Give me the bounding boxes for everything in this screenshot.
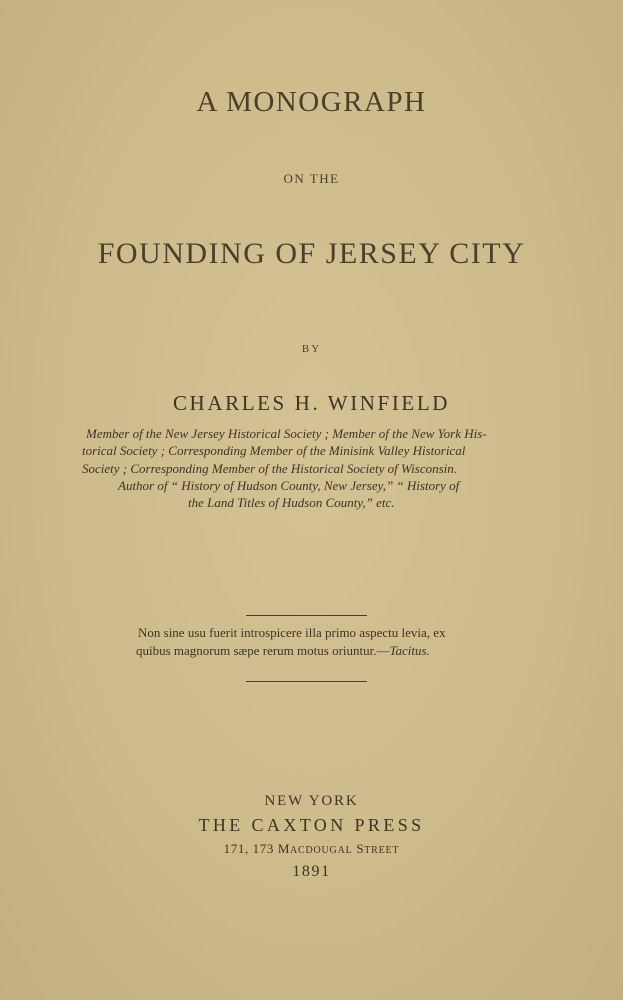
address-street-rest-1: ACDOUGAL [290, 845, 353, 856]
latin-motto [136, 624, 506, 660]
address-street-rest-2: TREET [364, 845, 400, 856]
publisher-address [0, 841, 623, 857]
address-numbers: 171, 173 [223, 841, 274, 856]
address-street-initial-2: S [356, 841, 365, 856]
credentials-line: the Land Titles of Hudson County,” etc. [188, 495, 395, 511]
conjunction-on-the: ON THE [283, 171, 340, 186]
credentials-line: Society ; Corresponding Member of the Historical Society of Wisconsin. [82, 460, 458, 476]
publisher-name: THE CAXTON PRESS [198, 815, 425, 835]
address-street-initial-1: M [277, 841, 290, 856]
title-line-2: FOUNDING OF JERSEY CITY [97, 237, 526, 270]
divider-rule-top [246, 615, 367, 616]
publication-place: NEW YORK [264, 793, 359, 809]
author-credentials [82, 425, 552, 511]
by-label: BY [301, 343, 322, 355]
publication-year: 1891 [292, 863, 331, 880]
credentials-line: torical Society ; Corresponding Member of the Minisink Valley Historical [82, 443, 466, 459]
motto-line-1: Non sine usu fuerit introspicere illa primo aspectu levia, ex [138, 625, 446, 640]
author-name: CHARLES H. WINFIELD [172, 391, 451, 415]
motto-line-2-text: quibus magnorum sæpe rerum motus oriuntur.— [136, 643, 390, 658]
credentials-line: Member of the New Jersey Historical Society ; Member of the New York His- [86, 426, 487, 441]
motto-line-2 [136, 642, 506, 660]
motto-attribution: Tacitus. [389, 643, 430, 658]
credentials-line: Author of “ History of Hudson County, New Jersey,” “ History of [118, 477, 460, 493]
divider-rule-bottom [246, 681, 367, 682]
title-line-1: A MONOGRAPH [196, 86, 427, 118]
